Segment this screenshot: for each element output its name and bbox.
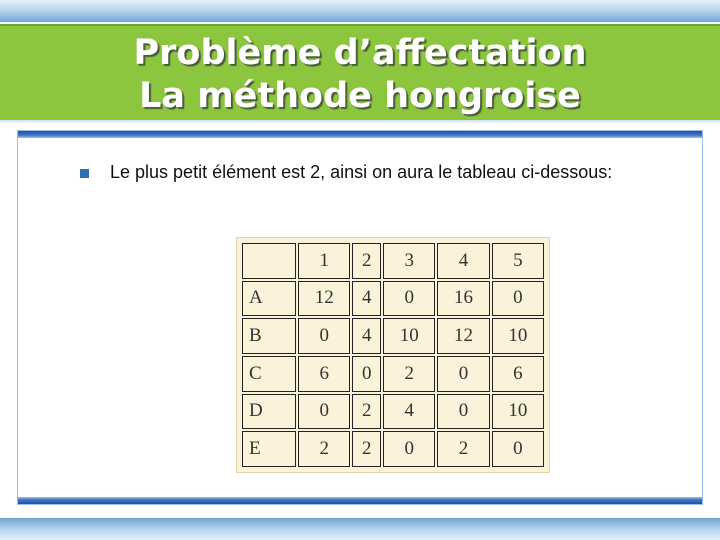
table-cell: 0 bbox=[383, 431, 435, 467]
table-cell: 4 bbox=[352, 281, 381, 317]
table-cell: 2 bbox=[298, 431, 350, 467]
table-cell: 0 bbox=[352, 356, 381, 392]
column-header: 1 bbox=[298, 243, 350, 279]
table-cell: 10 bbox=[492, 318, 544, 354]
table-cell: 0 bbox=[437, 394, 489, 430]
bullet-text: Le plus petit élément est 2, ainsi on aura le tableau ci-dessous: bbox=[110, 162, 613, 182]
table-cell: 0 bbox=[298, 318, 350, 354]
column-header: 5 bbox=[492, 243, 544, 279]
table-cell: 2 bbox=[352, 394, 381, 430]
frame-top-bar bbox=[18, 131, 702, 138]
table-cell: 16 bbox=[437, 281, 489, 317]
table-row bbox=[242, 431, 544, 467]
column-header: 2 bbox=[352, 243, 381, 279]
table-row bbox=[242, 394, 544, 430]
content-frame bbox=[17, 130, 703, 505]
table-cell: 2 bbox=[383, 356, 435, 392]
table-cell: 0 bbox=[383, 281, 435, 317]
table-cell: 0 bbox=[492, 431, 544, 467]
table-cell: 6 bbox=[298, 356, 350, 392]
table-cell: 2 bbox=[352, 431, 381, 467]
table-cell: 0 bbox=[437, 356, 489, 392]
table-cell: 12 bbox=[437, 318, 489, 354]
table-row bbox=[242, 318, 544, 354]
cost-table bbox=[240, 241, 546, 469]
title-divider bbox=[0, 120, 720, 124]
column-header: 4 bbox=[437, 243, 489, 279]
table-cell: 10 bbox=[492, 394, 544, 430]
table-cell: 0 bbox=[492, 281, 544, 317]
table-cell: 2 bbox=[437, 431, 489, 467]
table-cell: 4 bbox=[352, 318, 381, 354]
top-decorative-strip bbox=[0, 0, 720, 22]
slide-title-line-1: Problème d’affectation bbox=[133, 33, 587, 73]
bottom-decorative-strip bbox=[0, 518, 720, 540]
table-cell: 0 bbox=[298, 394, 350, 430]
table-row bbox=[242, 356, 544, 392]
frame-bottom-bar bbox=[18, 497, 702, 504]
row-header: E bbox=[242, 431, 296, 467]
row-header: A bbox=[242, 281, 296, 317]
square-bullet-icon bbox=[80, 169, 89, 178]
table-cell: 4 bbox=[383, 394, 435, 430]
table-cell: 6 bbox=[492, 356, 544, 392]
table-header-row bbox=[242, 243, 544, 279]
cost-table-container bbox=[236, 237, 550, 473]
row-header: D bbox=[242, 394, 296, 430]
column-header: 3 bbox=[383, 243, 435, 279]
row-header: B bbox=[242, 318, 296, 354]
title-banner bbox=[0, 24, 720, 122]
table-row bbox=[242, 281, 544, 317]
slide-title-line-2: La méthode hongroise bbox=[139, 76, 581, 116]
table-corner-cell bbox=[242, 243, 296, 279]
row-header: C bbox=[242, 356, 296, 392]
table-cell: 10 bbox=[383, 318, 435, 354]
table-cell: 12 bbox=[298, 281, 350, 317]
